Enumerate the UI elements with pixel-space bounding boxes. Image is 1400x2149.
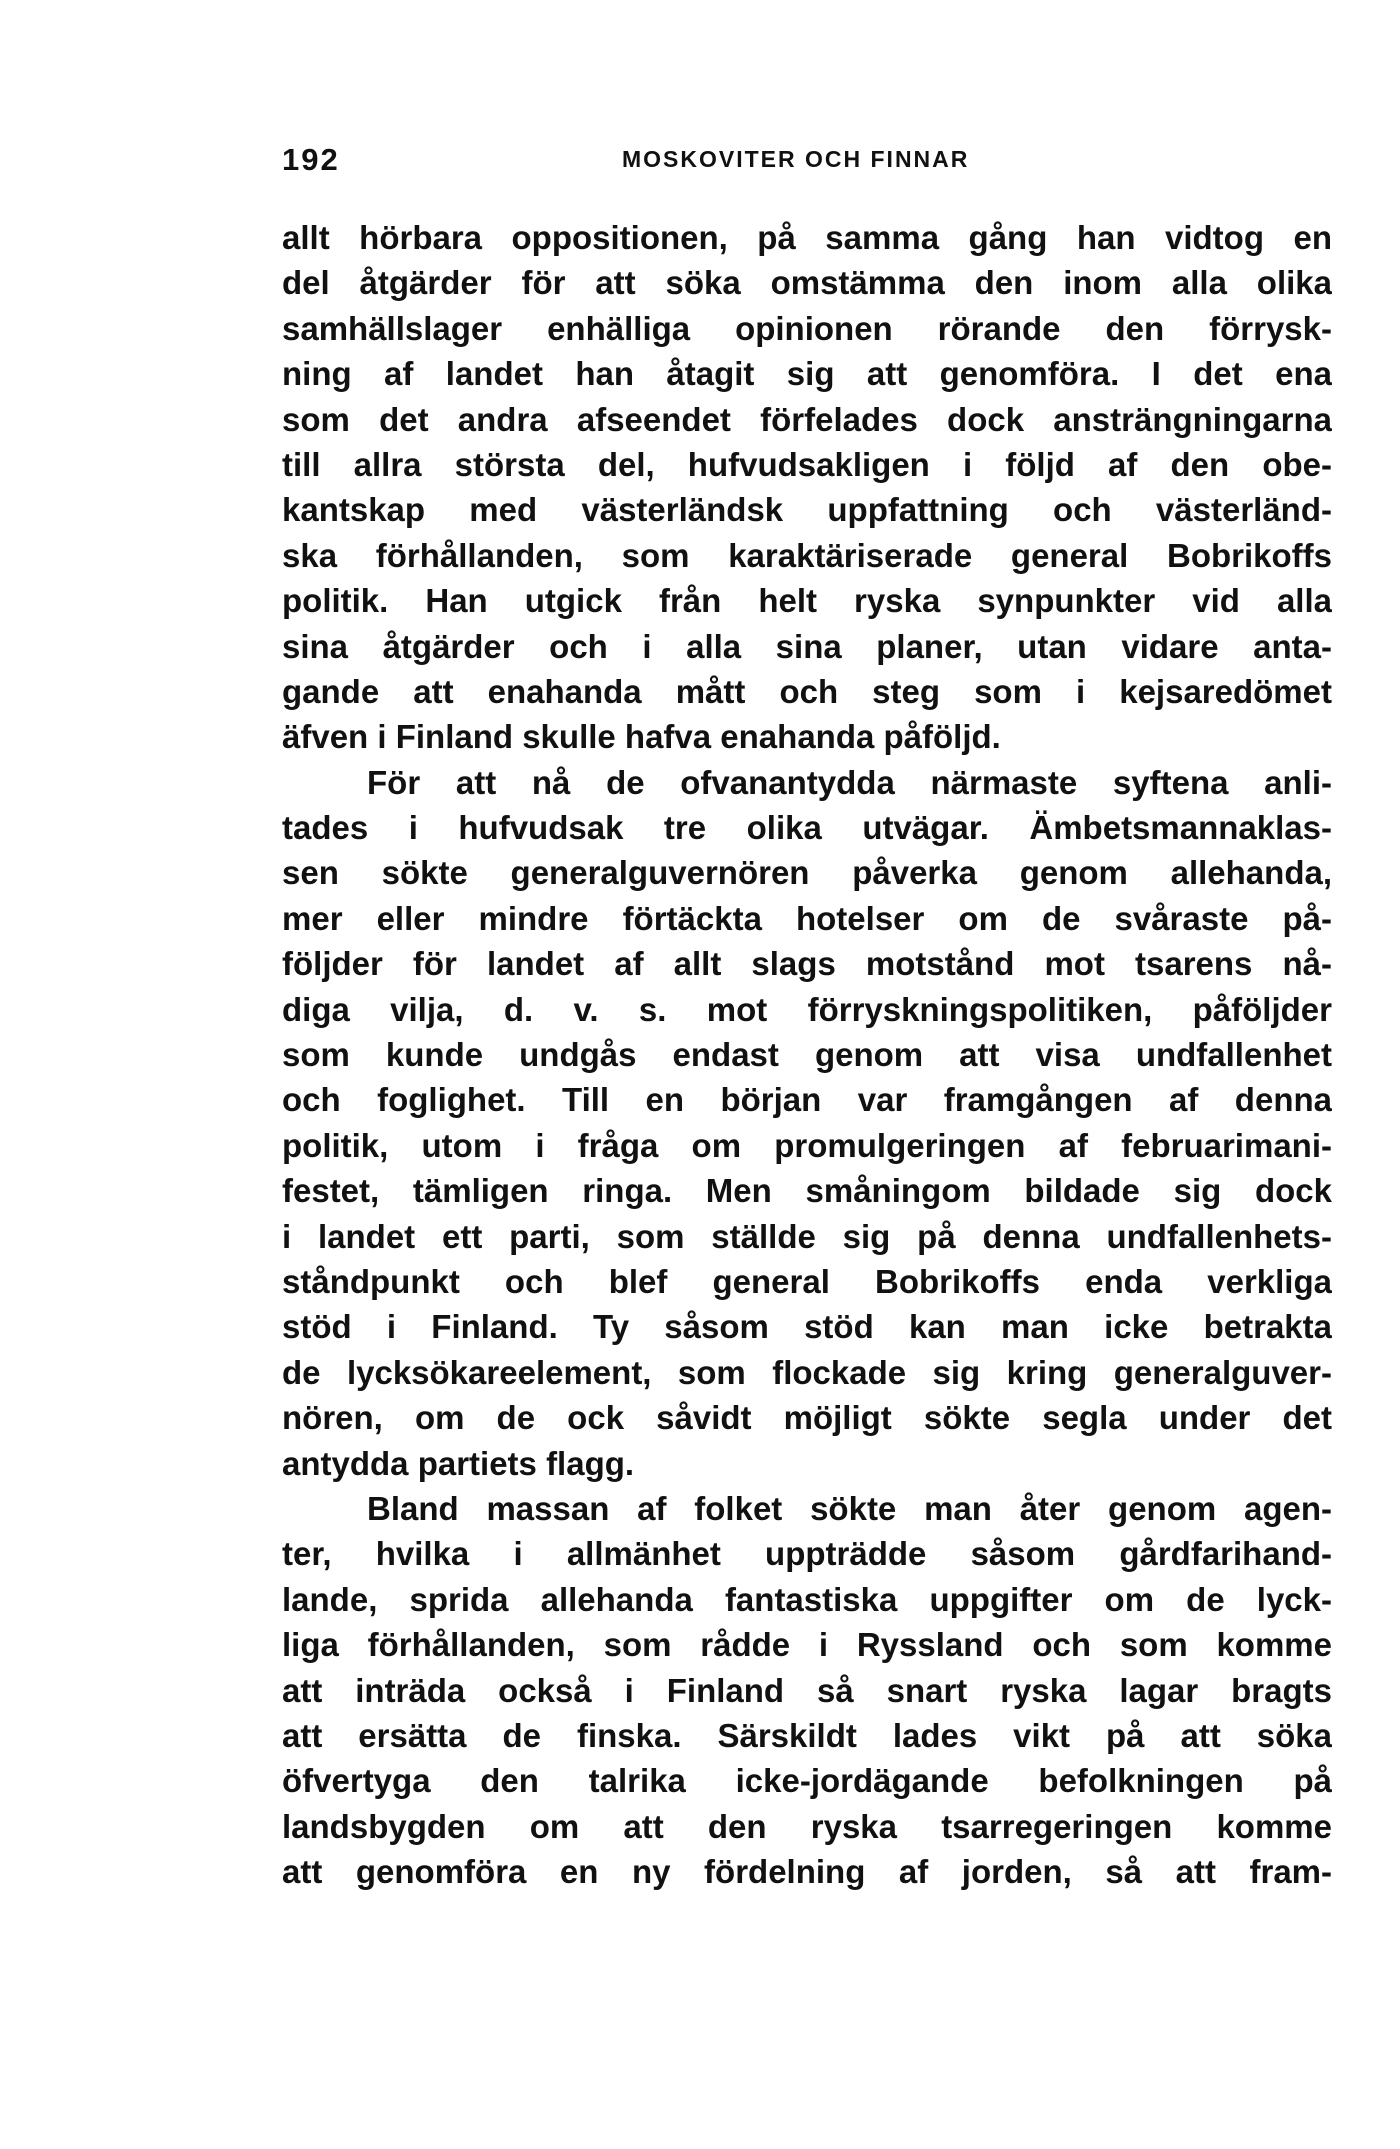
text-line: ska förhållanden, som karaktäriserade general Bobrikoffs [282,536,1332,574]
text-line: Bland massan af folket sökte man åter genom agen- [367,1489,1332,1527]
text-line: nören, om de ock såvidt möjligt sökte segla under det [282,1399,1332,1437]
text-line: lande, sprida allehanda fantastiska uppgifter om de lyck- [282,1580,1332,1618]
text-line: ter, hvilka i allmänhet uppträdde såsom gårdfarihand- [282,1535,1332,1573]
text-line: gande att enahanda mått och steg som i kejsaredömet [282,672,1332,710]
text-line: följder för landet af allt slags motstånd mot tsarens nå- [282,945,1332,983]
text-line: politik, utom i fråga om promulgeringen af februarimani- [282,1126,1332,1164]
text-line: liga förhållanden, som rådde i Ryssland och som komme [282,1626,1332,1664]
text-line: samhällslager enhälliga opinionen rörande den förrysk- [282,309,1332,347]
text-line: mer eller mindre förtäckta hotelser om de svåraste på- [282,899,1332,937]
text-line: som kunde undgås endast genom att visa undfallenhet [282,1036,1332,1074]
text-line: att inträda också i Finland så snart ryska lagar bragts [282,1671,1332,1709]
text-line: stöd i Finland. Ty såsom stöd kan man icke betrakta [282,1308,1332,1346]
text-line: i landet ett parti, som ställde sig på denna undfallenhets- [282,1217,1332,1255]
text-line: till allra största del, hufvudsakligen i följd af den obe- [282,445,1332,483]
text-line: del åtgärder för att söka omstämma den inom alla olika [282,264,1332,302]
text-line: diga vilja, d. v. s. mot förryskningspolitiken, påföljder [282,990,1332,1028]
text-line: att ersätta de finska. Särskildt lades vikt på att söka [282,1716,1332,1754]
text-line: sina åtgärder och i alla sina planer, utan vidare anta- [282,627,1332,665]
page-number: 192 [282,142,340,177]
text-line: sen sökte generalguvernören påverka genom allehanda, [282,854,1332,892]
text-line: kantskap med västerländsk uppfattning och västerländ- [282,491,1332,529]
text-line: äfven i Finland skulle hafva enahanda påföljd. [282,718,1001,756]
text-line: att genomföra en ny fördelning af jorden, så att fram- [282,1853,1332,1891]
text-line: landsbygden om att den ryska tsarregeringen komme [282,1807,1332,1845]
text-line: och foglighet. Till en början var framgången af denna [282,1081,1332,1119]
text-line: ning af landet han åtagit sig att genomföra. I det ena [282,355,1332,393]
text-line: politik. Han utgick från helt ryska synpunkter vid alla [282,582,1332,620]
text-line: ståndpunkt och blef general Bobrikoffs enda verkliga [282,1262,1332,1300]
text-line: allt hörbara oppositionen, på samma gång han vidtog en [282,219,1332,256]
text-line: öfvertyga den talrika icke-jordägande befolkningen på [282,1762,1332,1800]
text-line: antydda partiets flagg. [282,1444,635,1482]
text-line: tades i hufvudsak tre olika utvägar. Ämbetsmannaklas- [282,809,1332,847]
body-text [282,215,1332,1894]
running-head [282,142,1332,182]
text-line: festet, tämligen ringa. Men småningom bildade sig dock [282,1172,1332,1210]
text-line: som det andra afseendet förfelades dock ansträngningarna [282,400,1332,438]
text-line: de lycksökareelement, som flockade sig kring generalguver- [282,1353,1332,1391]
text-line: För att nå de ofvanantydda närmaste syftena anli- [367,763,1332,801]
running-title: MOSKOVITER OCH FINNAR [622,146,970,172]
